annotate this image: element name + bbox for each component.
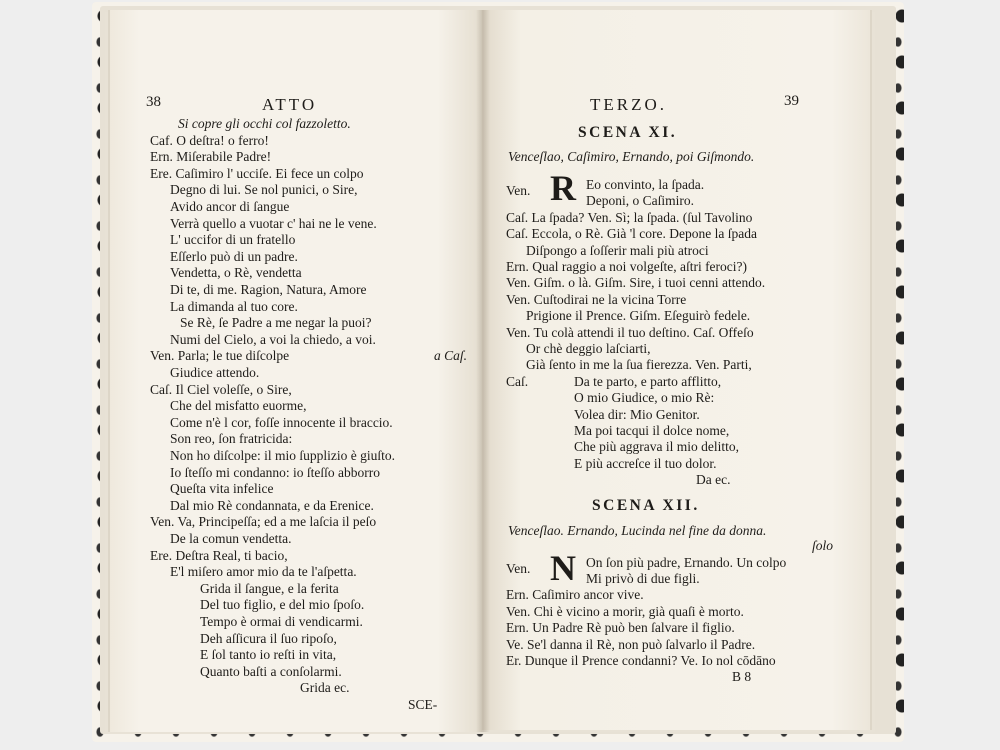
text-line: Come n'è l cor, foſſe innocente il braccio.	[170, 414, 393, 430]
signature-mark: B 8	[732, 669, 752, 685]
text-line: SCE-	[408, 697, 438, 712]
text-line: Ven. Cuſtodirai ne la vicina Torre	[506, 291, 687, 307]
right-page	[482, 10, 870, 730]
right-running-head: TERZO.	[590, 95, 668, 114]
dropcap: N	[550, 547, 576, 588]
text-line: Son reo, ſon fratricida:	[170, 431, 293, 447]
text-line: Ere. Deſtra Real, ti bacio,	[150, 547, 288, 563]
speaker: Ven.	[506, 183, 531, 198]
text-line: O mio Giudice, o mio Rè:	[574, 390, 715, 406]
text-line: De la comun vendetta.	[170, 531, 292, 546]
scene-persons: Venceſlao, Caſimiro, Ernando, poi Giſmondo.	[508, 149, 755, 164]
left-page-number: 38	[146, 94, 161, 110]
speaker: Ven.	[506, 560, 531, 576]
text-line: Eo convinto, la ſpada.	[586, 177, 705, 192]
text-line: Si copre gli occhi col fazzoletto.	[178, 116, 351, 131]
text-line: Queſta vita infelice	[170, 481, 274, 497]
text-line: Io ſteſſo mi condanno: io ſteſſo abborro	[170, 464, 380, 480]
text-line: E più accreſce il tuo dolor.	[574, 455, 717, 471]
text-line: E'l miſero amor mio da te l'aſpetta.	[170, 564, 357, 580]
text-line: Giudice attendo.	[170, 365, 260, 380]
text-line: E ſol tanto io reſti in vita,	[200, 647, 337, 663]
text-line: Da ec.	[696, 472, 731, 488]
text-line: Non ho diſcolpe: il mio ſupplizio è giuſto.	[170, 448, 395, 463]
text-line: Volea dir: Mio Genitor.	[574, 406, 700, 422]
text-line: Er. Dunque il Prence condanni? Ve. Io nol cōdāno	[506, 653, 776, 668]
left-running-head: ATTO	[262, 95, 318, 114]
scene-title: SCENA XII.	[592, 496, 700, 514]
text-line: Eſſerlo può di un padre.	[170, 248, 298, 264]
text-line: Grida ec.	[300, 680, 350, 696]
text-line: Numi del Cielo, a voi la chiedo, a voi.	[170, 331, 376, 347]
text-line: Grida il ſangue, e la ferita	[200, 580, 339, 596]
text-line: Degno di lui. Se nol punici, o Sire,	[170, 182, 358, 198]
text-line: Del tuo figlio, e del mio ſpoſo.	[200, 597, 365, 613]
text-line: Ern. Miſerabile Padre!	[150, 149, 272, 165]
text-line: Mi privò di due figli.	[586, 571, 700, 586]
right-page-number: 39	[784, 93, 799, 109]
text-line: Ern. Qual raggio a noi volgeſte, aſtri feroci?)	[506, 259, 748, 274]
text-line: Ere. Caſimiro l' ucciſe. Ei fece un colpo	[150, 165, 364, 181]
text-line: L' uccifor di un fratello	[170, 232, 296, 248]
text-line: Dal mio Rè condannata, e da Erenice.	[170, 497, 374, 513]
scene-persons: Venceſlao. Ernando, Lucinda nel fine da donna.	[508, 522, 767, 538]
text-line: Ven. Giſm. o là. Giſm. Sire, i tuoi cenni attendo.	[506, 275, 766, 291]
text-line: Che più aggrava il mio delitto,	[574, 439, 739, 455]
text-line: Verrà quello a vuotar c' hai ne le vene.	[170, 215, 377, 231]
text-line: Ern. Caſimiro ancor vive.	[506, 587, 644, 603]
scene-solo-note: ſolo	[812, 537, 834, 553]
text-line: Ma poi tacqui il dolce nome,	[574, 423, 730, 438]
text-line: Caf. O deſtra! o ferro!	[150, 132, 269, 148]
text-line: Prigione il Prence. Giſm. Eſeguirò fedele.	[526, 308, 751, 324]
scene-title: SCENA XI.	[578, 124, 678, 141]
text-line: Caſ. Il Ciel voleſſe, o Sire,	[150, 381, 292, 397]
text-line: Ven. Chi è vicino a morir, già quaſi è morto.	[506, 603, 744, 619]
left-page-lower	[110, 0, 482, 740]
text-line: Di te, di me. Ragion, Natura, Amore	[170, 282, 367, 297]
text-line: Vendetta, o Rè, vendetta	[170, 265, 302, 281]
text-line: Ven. Parla; le tue diſcolpe	[150, 348, 290, 364]
text-line: Ern. Un Padre Rè può ben ſalvare il figlio.	[506, 620, 735, 636]
text-line: Da te parto, e parto afflitto,	[574, 373, 722, 389]
stage-direction: a Caſ.	[434, 348, 468, 364]
text-line: La dimanda al tuo core.	[170, 298, 298, 314]
text-line: Avido ancor di ſangue	[170, 199, 290, 214]
text-line: Tempo è ormai di vendicarmi.	[200, 614, 363, 629]
text-line: Deh aſſicura il ſuo ripoſo,	[200, 630, 337, 646]
text-line: Ven. Va, Principeſſa; ed a me laſcia il peſo	[150, 514, 377, 530]
dropcap: R	[550, 168, 576, 208]
text-line: Deponi, o Caſimiro.	[586, 193, 694, 209]
text-line: Che del misfatto euorme,	[170, 398, 307, 414]
text-line: On ſon più padre, Ernando. Un colpo	[586, 554, 787, 570]
text-line: Già ſento in me la ſua fierezza. Ven. Parti,	[526, 357, 752, 373]
text-line: Quanto baſti a conſolarmi.	[200, 663, 342, 679]
text-line: Caſ. La ſpada? Ven. Sì; la ſpada. (ſul Tavolino	[506, 209, 753, 225]
text-line: Diſpongo a ſoſſerir mali più atroci	[526, 242, 709, 258]
text-line: Caſ. Eccola, o Rè. Già 'l core. Depone la ſpada	[506, 226, 757, 242]
speaker: Caſ.	[506, 373, 529, 389]
text-line: Ve. Se'l danna il Rè, non può ſalvarlo il Padre.	[506, 636, 756, 652]
text-line: Or chè deggio laſciarti,	[526, 341, 651, 356]
text-line: Se Rè, ſe Padre a me negar la puoi?	[180, 315, 372, 331]
text-line: Ven. Tu colà attendi il tuo deſtino. Caſ. Offeſo	[506, 324, 754, 340]
